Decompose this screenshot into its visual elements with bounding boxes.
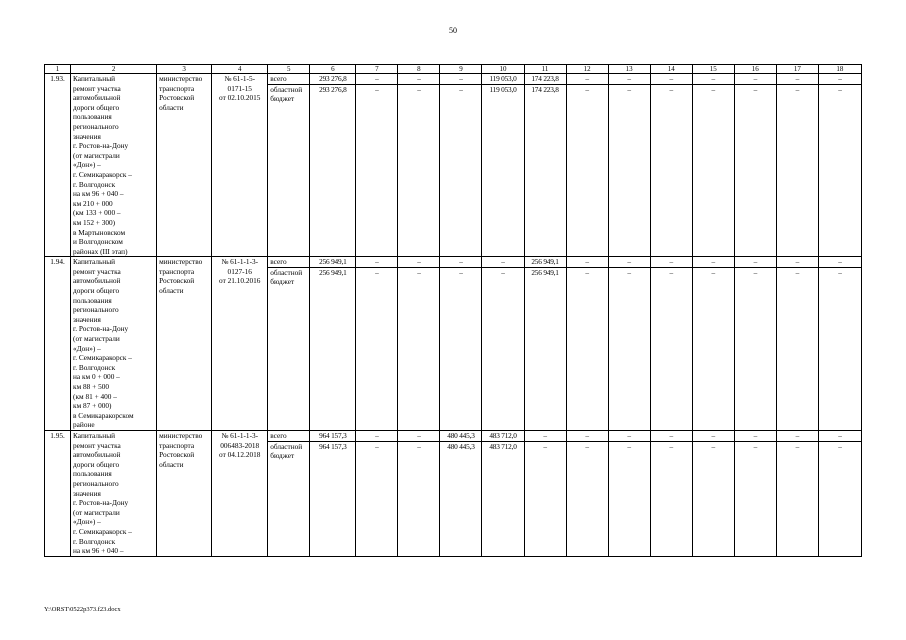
value-cell: – [818, 267, 861, 430]
header-row [45, 65, 862, 74]
value-cell: – [776, 430, 818, 441]
value-cell: – [398, 441, 440, 556]
value-cell: – [566, 257, 608, 268]
value-cell: 256 949,1 [524, 257, 566, 268]
column-header-7: 7 [356, 65, 398, 74]
value-cell: – [650, 441, 692, 556]
value-cell: – [356, 441, 398, 556]
column-header-12: 12 [566, 65, 608, 74]
value-cell: – [482, 267, 524, 430]
value-cell: – [650, 74, 692, 85]
value-cell: – [356, 84, 398, 257]
value-cell: – [650, 84, 692, 257]
value-cell: – [818, 74, 861, 85]
value-cell: – [398, 257, 440, 268]
funding-source: всего [268, 257, 310, 268]
value-cell: – [482, 257, 524, 268]
value-cell: – [566, 430, 608, 441]
value-cell: – [356, 74, 398, 85]
value-cell: 256 949,1 [310, 267, 356, 430]
column-header-10: 10 [482, 65, 524, 74]
column-header-2: 2 [71, 65, 157, 74]
project-name: Капитальный ремонт участка автомобильной дороги общего пользования регионального значения г. Ростов-на-Дону (от магистрали «Дон») – г. Семикаракорск – г. Волгодонск на км 0 + 000 – км 88 + 500 (км 81 + 400 – км 87 + 000) в Семикаракорском районе [71, 257, 157, 431]
value-cell: – [566, 267, 608, 430]
value-cell: – [398, 74, 440, 85]
value-cell: – [440, 74, 482, 85]
value-cell: – [524, 441, 566, 556]
value-cell: – [692, 84, 734, 257]
table-row [45, 74, 862, 85]
organization: министерство транспорта Ростовской области [157, 257, 212, 431]
funding-source: всего [268, 74, 310, 85]
column-header-17: 17 [776, 65, 818, 74]
value-cell: – [734, 430, 776, 441]
row-number: 1.95. [45, 430, 71, 556]
row-number: 1.94. [45, 257, 71, 431]
table-row [45, 257, 862, 268]
column-header-4: 4 [212, 65, 268, 74]
value-cell: – [818, 84, 861, 257]
organization: министерство транспорта Ростовской области [157, 74, 212, 257]
organization: министерство транспорта Ростовской области [157, 430, 212, 556]
column-header-3: 3 [157, 65, 212, 74]
column-header-5: 5 [268, 65, 310, 74]
value-cell: 256 949,1 [524, 267, 566, 430]
value-cell: 256 949,1 [310, 257, 356, 268]
value-cell: 174 223,8 [524, 84, 566, 257]
value-cell: – [818, 441, 861, 556]
value-cell: – [566, 441, 608, 556]
column-header-8: 8 [398, 65, 440, 74]
value-cell: – [566, 74, 608, 85]
column-header-13: 13 [608, 65, 650, 74]
value-cell: – [356, 267, 398, 430]
value-cell: – [776, 441, 818, 556]
value-cell: – [608, 74, 650, 85]
value-cell: 293 276,8 [310, 84, 356, 257]
value-cell: – [692, 430, 734, 441]
value-cell: – [692, 257, 734, 268]
value-cell: – [692, 441, 734, 556]
column-header-16: 16 [734, 65, 776, 74]
column-header-14: 14 [650, 65, 692, 74]
value-cell: 480 445,3 [440, 430, 482, 441]
value-cell: 483 712,0 [482, 430, 524, 441]
value-cell: – [524, 430, 566, 441]
value-cell: 119 053,0 [482, 84, 524, 257]
value-cell: – [650, 430, 692, 441]
value-cell: – [398, 84, 440, 257]
column-header-18: 18 [818, 65, 861, 74]
value-cell: – [356, 257, 398, 268]
value-cell: – [734, 74, 776, 85]
value-cell: – [608, 441, 650, 556]
value-cell: – [776, 257, 818, 268]
value-cell: – [398, 430, 440, 441]
value-cell: – [734, 267, 776, 430]
value-cell: – [776, 267, 818, 430]
value-cell: – [734, 84, 776, 257]
column-header-9: 9 [440, 65, 482, 74]
value-cell: 964 157,3 [310, 430, 356, 441]
value-cell: – [692, 74, 734, 85]
table-row [45, 430, 862, 441]
project-name: Капитальный ремонт участка автомобильной дороги общего пользования регионального значения г. Ростов-на-Дону (от магистрали «Дон») – г. Семикаракорск – г. Волгодонск на км 96 + 040 – [71, 430, 157, 556]
value-cell: – [608, 267, 650, 430]
value-cell: 293 276,8 [310, 74, 356, 85]
value-cell: – [440, 267, 482, 430]
value-cell: – [608, 257, 650, 268]
value-cell: – [356, 430, 398, 441]
column-header-6: 6 [310, 65, 356, 74]
page-number: 50 [449, 26, 457, 35]
column-header-11: 11 [524, 65, 566, 74]
value-cell: – [776, 74, 818, 85]
value-cell: – [650, 257, 692, 268]
value-cell: – [692, 267, 734, 430]
value-cell: – [818, 430, 861, 441]
value-cell: – [398, 267, 440, 430]
value-cell: – [440, 84, 482, 257]
value-cell: – [566, 84, 608, 257]
document-ref: № 61-1-1-3- 006483-2018 от 04.12.2018 [212, 430, 268, 556]
value-cell: – [608, 84, 650, 257]
funding-source: областной бюджет [268, 441, 310, 556]
project-name: Капитальный ремонт участка автомобильной дороги общего пользования регионального значения г. Ростов-на-Дону (от магистрали «Дон») – г. Семикаракорск – г. Волгодонск на км 96 + 040 – км 210 + 000 (км 133 + 000 – км 152 + 300) в Мартыновском и Волгодонском районах (III этап) [71, 74, 157, 257]
value-cell: – [440, 257, 482, 268]
document-ref: № 61-1-5- 0171-15 от 02.10.2015 [212, 74, 268, 257]
funding-source: областной бюджет [268, 267, 310, 430]
column-header-15: 15 [692, 65, 734, 74]
value-cell: 119 053,0 [482, 74, 524, 85]
value-cell: 480 445,3 [440, 441, 482, 556]
row-number: 1.93. [45, 74, 71, 257]
column-header-1: 1 [45, 65, 71, 74]
value-cell: – [608, 430, 650, 441]
value-cell: 483 712,0 [482, 441, 524, 556]
value-cell: – [818, 257, 861, 268]
value-cell: 174 223,8 [524, 74, 566, 85]
funding-source: областной бюджет [268, 84, 310, 257]
budget-table [44, 64, 862, 557]
footer-file-path: Y:\ORST\0522p373.f23.docx [44, 606, 121, 613]
document-ref: № 61-1-1-3- 0127-16 от 21.10.2016 [212, 257, 268, 431]
value-cell: – [734, 257, 776, 268]
funding-source: всего [268, 430, 310, 441]
value-cell: 964 157,3 [310, 441, 356, 556]
value-cell: – [776, 84, 818, 257]
value-cell: – [734, 441, 776, 556]
value-cell: – [650, 267, 692, 430]
